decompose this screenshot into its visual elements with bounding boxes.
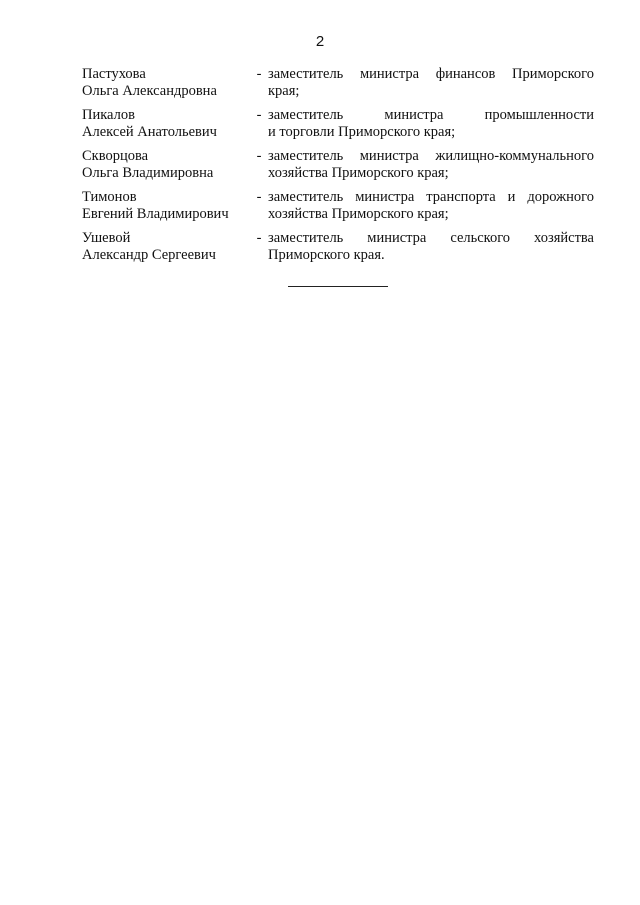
- list-item: [82, 66, 594, 100]
- position-title: [268, 230, 594, 264]
- given-names: Александр Сергеевич: [82, 247, 216, 263]
- dash-separator: -: [256, 66, 262, 82]
- person-name: [82, 189, 250, 223]
- list-item: [82, 230, 594, 264]
- given-names: Евгений Владимирович: [82, 206, 229, 222]
- surname: Ушевой: [82, 230, 131, 246]
- position-title: [268, 107, 594, 141]
- given-names: Ольга Владимировна: [82, 165, 214, 181]
- position-line-1: заместитель министра финансов Приморского: [268, 66, 594, 82]
- position-title: [268, 66, 594, 100]
- surname: Скворцова: [82, 148, 149, 164]
- surname: Тимонов: [82, 189, 137, 205]
- dash-separator: -: [256, 230, 262, 246]
- end-divider: [288, 286, 388, 287]
- position-line-2: края;: [268, 83, 300, 99]
- person-name: [82, 230, 250, 264]
- position-title: [268, 148, 594, 182]
- surname: Пастухова: [82, 66, 146, 82]
- position-title: [268, 189, 594, 223]
- given-names: Ольга Александровна: [82, 83, 217, 99]
- person-name: [82, 107, 250, 141]
- position-line-2: Приморского края.: [268, 247, 385, 263]
- dash-separator: -: [256, 107, 262, 123]
- dash-separator: -: [256, 148, 262, 164]
- list-item: [82, 148, 594, 182]
- list-item: [82, 189, 594, 223]
- position-line-1: заместитель министра жилищно-коммунального: [268, 148, 594, 164]
- position-line-1: заместитель министра промышленности: [268, 107, 594, 123]
- person-name: [82, 66, 250, 100]
- person-name: [82, 148, 250, 182]
- position-line-1: заместитель министра транспорта и дорожного: [268, 189, 594, 205]
- officials-list: [82, 66, 594, 271]
- position-line-1: заместитель министра сельского хозяйства: [268, 230, 594, 246]
- position-line-2: хозяйства Приморского края;: [268, 165, 449, 181]
- position-line-2: хозяйства Приморского края;: [268, 206, 449, 222]
- position-line-2: и торговли Приморского края;: [268, 124, 456, 140]
- dash-separator: -: [256, 189, 262, 205]
- given-names: Алексей Анатольевич: [82, 124, 217, 140]
- list-item: [82, 107, 594, 141]
- surname: Пикалов: [82, 107, 135, 123]
- page-number: 2: [315, 33, 325, 50]
